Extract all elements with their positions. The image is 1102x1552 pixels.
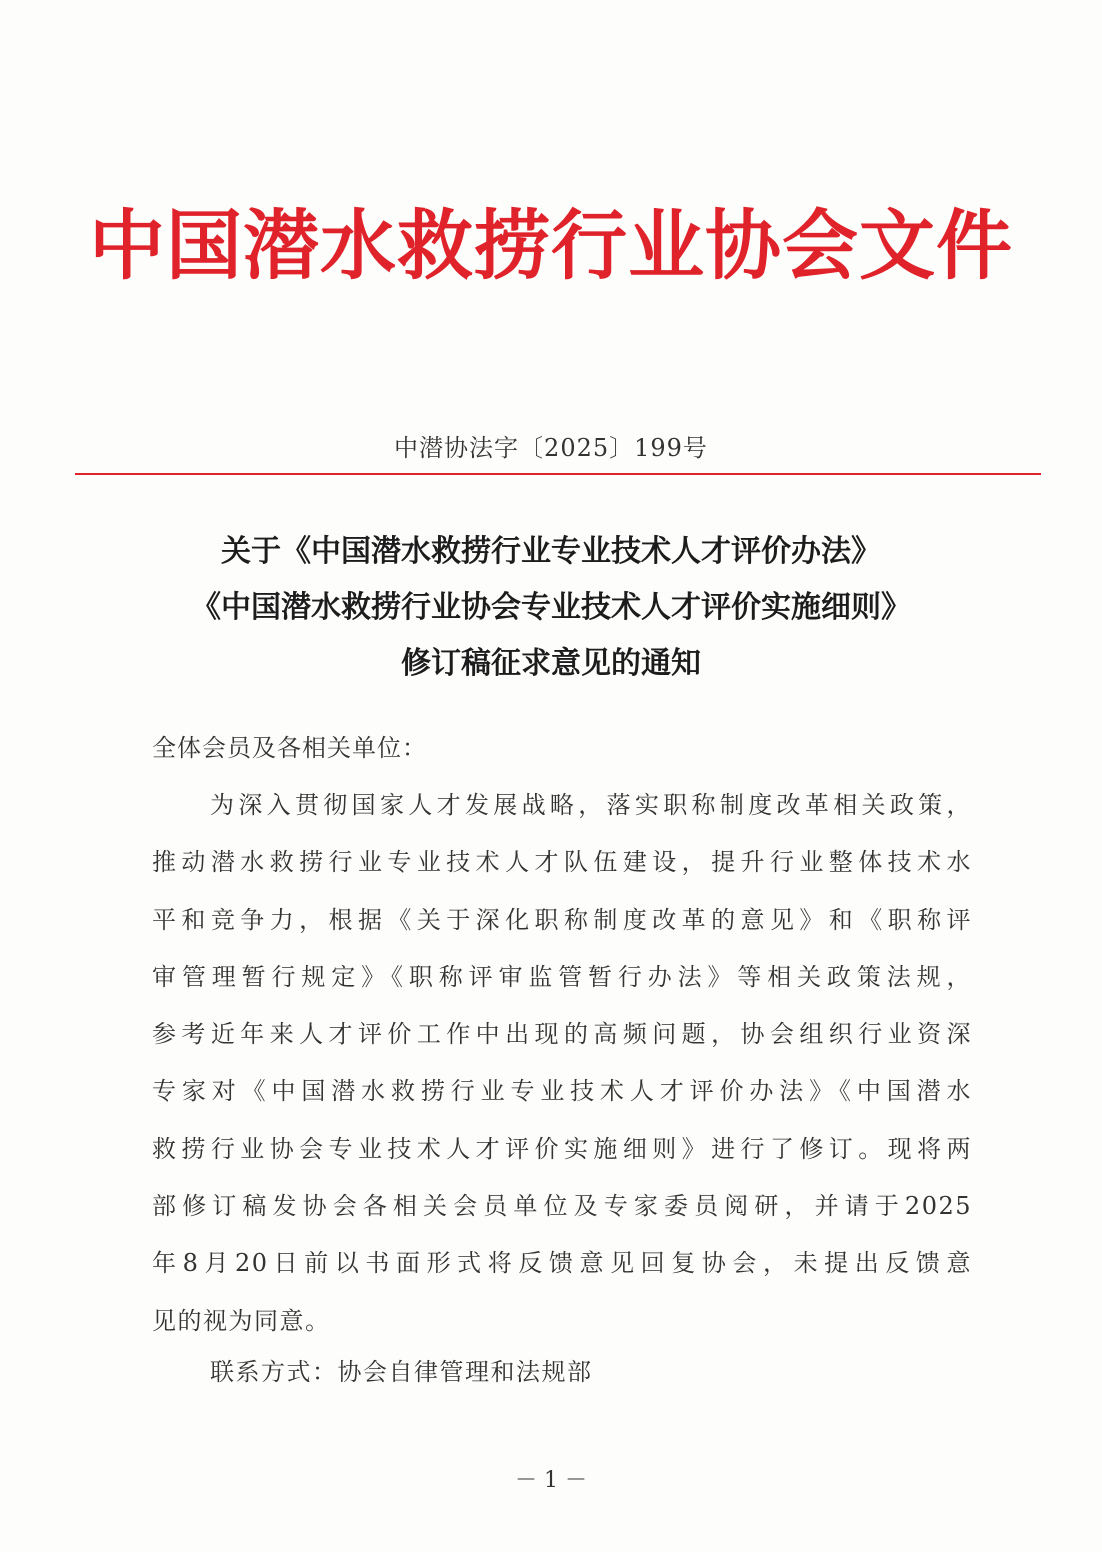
page-number: － 1 － — [515, 1468, 587, 1493]
red-separator-line — [75, 473, 1041, 475]
salutation: 全体会员及各相关单位： — [152, 734, 427, 762]
notice-title — [60, 524, 1042, 692]
body-line: 为深入贯彻国家人才发展战略，落实职称制度改革相关政策， — [210, 791, 972, 819]
body-line: 参考近年来人才评价工作中出现的高频问题，协会组织行业资深 — [152, 1020, 972, 1049]
body-line: 救捞行业协会专业技术人才评价实施细则》进行了修订。现将两 — [152, 1134, 972, 1163]
body-line: 见的视为同意。 — [152, 1306, 331, 1335]
body-line: 平和竞争力，根据《关于深化职称制度改革的意见》和《职称评 — [152, 905, 972, 934]
body-line: 部修订稿发协会各相关会员单位及专家委员阅研，并请于2025 — [152, 1192, 972, 1221]
body-line: 推动潜水救捞行业专业技术人才队伍建设，提升行业整体技术水 — [152, 848, 972, 877]
body-paragraph — [152, 777, 972, 1350]
body-line: 专家对《中国潜水救捞行业专业技术人才评价办法》《中国潜水 — [152, 1077, 972, 1106]
contact-info: 联系方式：协会自律管理和法规部 — [210, 1358, 593, 1386]
body-line: 审管理暂行规定》《职称评审监管暂行办法》等相关政策法规， — [152, 962, 972, 991]
notice-title-line: 《中国潜水救捞行业协会专业技术人才评价实施细则》 — [191, 590, 911, 625]
document-number: 中潜协法字〔2025〕199号 — [394, 434, 708, 462]
notice-title-line: 修订稿征求意见的通知 — [401, 646, 701, 681]
notice-title-line: 关于《中国潜水救捞行业专业技术人才评价办法》 — [221, 534, 881, 569]
document-header-title: 中国潜水救捞行业协会文件 — [89, 201, 1013, 290]
body-line: 年8月20日前以书面形式将反馈意见回复协会，未提出反馈意 — [152, 1249, 972, 1278]
